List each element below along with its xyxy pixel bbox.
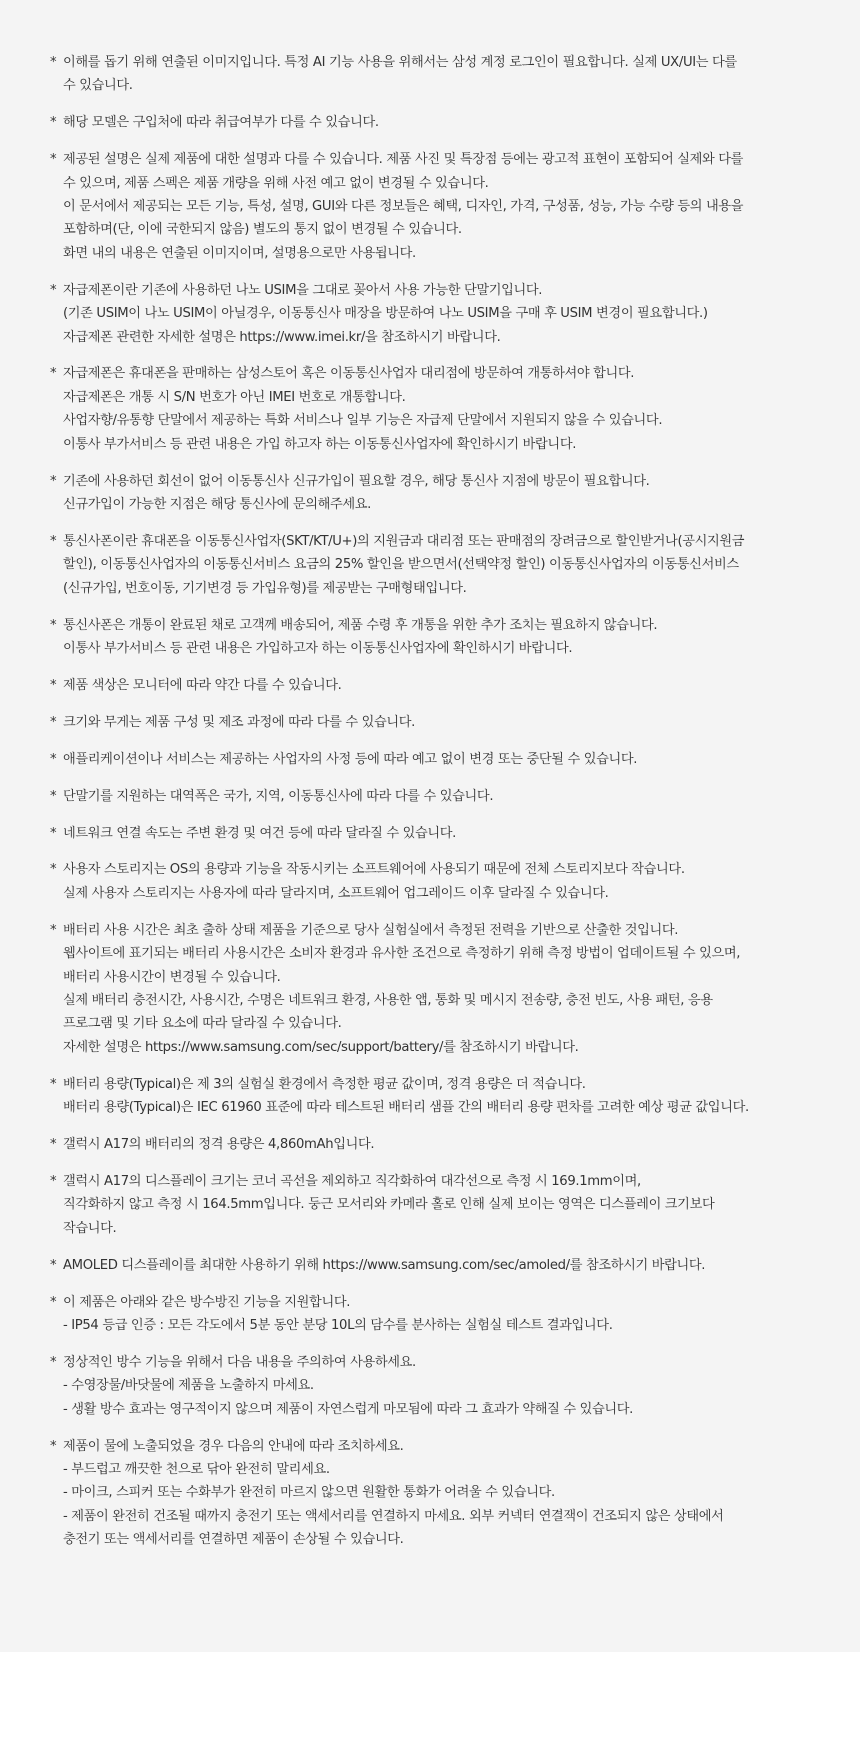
bullet-marker: *: [50, 1257, 57, 1273]
disclaimer-text-line: - 생활 방수 효과는 영구적이지 않으며 제품이 자연스럽게 마모됨에 따라 그 효과가 약해질 수 있습니다.: [63, 1401, 633, 1417]
disclaimer-text-line: 이해를 돕기 위해 연출된 이미지입니다. 특정 AI 기능 사용을 위해서는 삼성 계정 로그인이 필요합니다. 실제 UX/UI는 다를: [63, 55, 737, 70]
disclaimer-text-line: 배터리 용량(Typical)은 IEC 61960 표준에 따라 테스트된 배터리 샘플 간의 배터리 용량 편차를 고려한 예상 평균 값입니다.: [63, 1100, 749, 1116]
disclaimer-item: [50, 614, 820, 661]
disclaimer-text-line: 제공된 설명은 실제 제품에 대한 설명과 다를 수 있습니다. 제품 사진 및 특장점 등에는 광고적 표현이 포함되어 실제와 다를: [63, 152, 744, 168]
disclaimer-item: [50, 1435, 820, 1552]
disclaimer-text-line: 프로그램 및 기타 요소에 따라 달라질 수 있습니다.: [63, 1016, 342, 1032]
disclaimer-text-line: 이 문서에서 제공되는 모든 기능, 특성, 설명, GUI와 다른 정보들은 혜택, 디자인, 가격, 구성품, 성능, 가능 수량 등의 내용을: [63, 199, 744, 215]
bullet-marker: *: [50, 55, 57, 70]
disclaimer-item: [50, 111, 820, 134]
bullet-marker: *: [50, 922, 57, 938]
bullet-marker: *: [50, 788, 57, 804]
disclaimer-item: [50, 1073, 820, 1120]
bullet-marker: *: [50, 152, 57, 168]
disclaimer-text-line: 사용자 스토리지는 OS의 용량과 기능을 작동시키는 소프트웨어에 사용되기 때문에 전체 스토리지보다 작습니다.: [63, 862, 685, 878]
disclaimer-text-line: 포함하며(단, 이에 국한되지 않음) 별도의 통지 없이 변경될 수 있습니다.: [63, 222, 462, 238]
disclaimer-text-line: 수 있습니다.: [63, 78, 133, 94]
disclaimer-item: [50, 785, 820, 808]
disclaimer-item: [50, 748, 820, 771]
disclaimer-item: [50, 1170, 820, 1240]
disclaimer-item: [50, 674, 820, 697]
disclaimer-text-line: 제품 색상은 모니터에 따라 약간 다를 수 있습니다.: [63, 677, 342, 693]
disclaimer-item: [50, 711, 820, 734]
disclaimer-text-line: 통신사폰은 개통이 완료된 채로 고객께 배송되어, 제품 수령 후 개통을 위한 추가 조치는 필요하지 않습니다.: [63, 617, 658, 633]
disclaimer-text-line: 배터리 용량(Typical)은 제 3의 실험실 환경에서 측정한 평균 값이며, 정격 용량은 더 적습니다.: [63, 1076, 586, 1092]
disclaimer-item: [50, 530, 820, 600]
disclaimer-text-line: 네트워크 연결 속도는 주변 환경 및 여건 등에 따라 달라질 수 있습니다.: [63, 825, 456, 841]
disclaimer-item: [50, 51, 820, 98]
disclaimer-text-line: 제품이 물에 노출되었을 경우 다음의 안내에 따라 조치하세요.: [63, 1438, 404, 1454]
disclaimer-text-line: (신규가입, 번호이동, 기기변경 등 가입유형)를 제공받는 구매형태입니다.: [63, 580, 467, 596]
bullet-marker: *: [50, 1438, 57, 1454]
disclaimer-text-line: - 수영장물/바닷물에 제품을 노출하지 마세요.: [63, 1378, 314, 1394]
disclaimer-item: [50, 919, 820, 1059]
disclaimer-text-line: (기존 USIM이 나노 USIM이 아닐경우, 이동통신사 매장을 방문하여 나노 USIM을 구매 후 USIM 변경이 필요합니다.): [63, 306, 708, 322]
disclaimer-text-line: 단말기를 지원하는 대역폭은 국가, 지역, 이동통신사에 따라 다를 수 있습니다.: [63, 788, 494, 804]
disclaimer-text-line: 정상적인 방수 기능을 위해서 다음 내용을 주의하여 사용하세요.: [63, 1354, 416, 1370]
bullet-marker: *: [50, 1076, 57, 1092]
disclaimer-item: [50, 470, 820, 517]
disclaimer-text-line: AMOLED 디스플레이를 최대한 사용하기 위해 https://www.samsung.com/sec/amoled/를 참조하시기 바랍니다.: [63, 1257, 706, 1273]
disclaimer-item: [50, 362, 820, 456]
bullet-marker: *: [50, 751, 57, 767]
disclaimer-text-line: 통신사폰이란 휴대폰을 이동통신사업자(SKT/KT/U+)의 지원금과 대리점 또는 판매점의 장려금으로 할인받거나(공시지원금: [63, 533, 745, 549]
disclaimer-item: [50, 822, 820, 845]
bullet-marker: *: [50, 825, 57, 841]
disclaimer-text-line: 이통사 부가서비스 등 관련 내용은 가입 하고자 하는 이동통신사업자에 확인하시기 바랍니다.: [63, 436, 577, 452]
disclaimer-text-line: 화면 내의 내용은 연출된 이미지이며, 설명용으로만 사용됩니다.: [63, 245, 416, 261]
bullet-marker: *: [50, 533, 57, 549]
disclaimer-text-line: 자급제폰은 개통 시 S/N 번호가 아닌 IMEI 번호로 개통합니다.: [63, 389, 406, 405]
bullet-marker: *: [50, 1137, 57, 1153]
disclaimer-text-line: - 마이크, 스피커 또는 수화부가 완전히 마르지 않으면 원활한 통화가 어려울 수 있습니다.: [63, 1485, 555, 1501]
disclaimer-text-line: 작습니다.: [63, 1220, 117, 1236]
disclaimer-text-line: 크기와 무게는 제품 구성 및 제조 과정에 따라 다를 수 있습니다.: [63, 714, 415, 730]
disclaimer-text-line: 갤럭시 A17의 배터리의 정격 용량은 4,860mAh입니다.: [63, 1137, 375, 1153]
bullet-marker: *: [50, 115, 57, 131]
disclaimer-text-line: 애플리케이션이나 서비스는 제공하는 사업자의 사정 등에 따라 예고 없이 변경 또는 중단될 수 있습니다.: [63, 751, 638, 767]
bullet-marker: *: [50, 1173, 57, 1189]
disclaimer-text-line: 실제 배터리 충전시간, 사용시간, 수명은 네트워크 환경, 사용한 앱, 통화 및 메시지 전송량, 충전 빈도, 사용 패턴, 응용: [63, 993, 713, 1008]
disclaimer-text-line: - 부드럽고 깨끗한 천으로 닦아 완전히 말리세요.: [63, 1462, 330, 1477]
disclaimer-item: [50, 279, 820, 349]
disclaimer-text-line: 배터리 사용 시간은 최초 출하 상태 제품을 기준으로 당사 실험실에서 측정된 전력을 기반으로 산출한 것입니다.: [63, 922, 679, 938]
bullet-marker: *: [50, 1354, 57, 1370]
disclaimer-text-line: - IP54 등급 인증 : 모든 각도에서 5분 동안 분당 10L의 담수를 분사하는 실험실 테스트 결과입니다.: [63, 1317, 613, 1333]
disclaimer-item: [50, 1351, 820, 1421]
disclaimer-item: [50, 1254, 820, 1277]
disclaimer-text-line: 실제 사용자 스토리지는 사용자에 따라 달라지며, 소프트웨어 업그레이드 이후 달라질 수 있습니다.: [63, 885, 609, 901]
disclaimer-text-line: 자급제폰이란 기존에 사용하던 나노 USIM을 그대로 꽂아서 사용 가능한 단말기입니다.: [63, 282, 543, 298]
bullet-marker: *: [50, 862, 57, 878]
disclaimer-text-line: 할인), 이동통신사업자의 이동통신서비스 요금의 25% 할인을 받으면서(선택약정 할인) 이동통신사업자의 이동통신서비스: [63, 557, 739, 573]
disclaimer-text-line: 직각화하지 않고 측정 시 164.5mm입니다. 둥근 모서리와 카메라 홀로 인해 실제 보이는 영역은 디스플레이 크기보다: [63, 1197, 715, 1213]
disclaimer-text-line: - 제품이 완전히 건조될 때까지 충전기 또는 액세서리를 연결하지 마세요. 외부 커넥터 연결잭이 건조되지 않은 상태에서: [63, 1508, 724, 1524]
disclaimer-text-line: 이통사 부가서비스 등 관련 내용은 가입하고자 하는 이동통신사업자에 확인하시기 바랍니다.: [63, 641, 573, 657]
disclaimer-list: [50, 51, 820, 1552]
disclaimer-text-line: 이 제품은 아래와 같은 방수방진 기능을 지원합니다.: [63, 1294, 351, 1310]
disclaimer-text-line: 신규가입이 가능한 지점은 해당 통신사에 문의해주세요.: [63, 497, 371, 512]
disclaimer-item: [50, 148, 820, 265]
disclaimer-text-line: 배터리 사용시간이 변경될 수 있습니다.: [63, 969, 281, 985]
page-bottom-space: [0, 1652, 860, 1753]
disclaimer-text-line: 사업자향/유통향 단말에서 제공하는 특화 서비스나 일부 기능은 자급제 단말에서 지원되지 않을 수 있습니다.: [63, 413, 663, 429]
bullet-marker: *: [50, 366, 57, 382]
disclaimer-text-line: 자세한 설명은 https://www.samsung.com/sec/support/battery/를 참조하시기 바랍니다.: [63, 1039, 579, 1055]
disclaimer-text-line: 갤럭시 A17의 디스플레이 크기는 코너 곡선을 제외하고 직각화하여 대각선으로 측정 시 169.1mm이며,: [63, 1173, 641, 1189]
disclaimer-text-line: 자급제폰은 휴대폰을 판매하는 삼성스토어 혹은 이동통신사업자 대리점에 방문하여 개통하셔야 합니다.: [63, 366, 635, 382]
bullet-marker: *: [50, 473, 57, 489]
disclaimer-text-line: 자급제폰 관련한 자세한 설명은 https://www.imei.kr/을 참조하시기 바랍니다.: [63, 329, 501, 345]
disclaimer-text-line: 웹사이트에 표기되는 배터리 사용시간은 소비자 환경과 유사한 조건으로 측정하기 위해 측정 방법이 업데이트될 수 있으며,: [63, 946, 741, 962]
bullet-marker: *: [50, 1294, 57, 1310]
bullet-marker: *: [50, 714, 57, 730]
disclaimer-item: [50, 1291, 820, 1338]
disclaimer-text-line: 충전기 또는 액세서리를 연결하면 제품이 손상될 수 있습니다.: [63, 1532, 404, 1548]
disclaimer-text-line: 기존에 사용하던 회선이 없어 이동통신사 신규가입이 필요할 경우, 해당 통신사 지점에 방문이 필요합니다.: [63, 473, 650, 489]
disclaimer-item: [50, 858, 820, 905]
bullet-marker: *: [50, 677, 57, 693]
bullet-marker: *: [50, 617, 57, 633]
disclaimer-text-line: 수 있으며, 제품 스펙은 제품 개량을 위해 사전 예고 없이 변경될 수 있습니다.: [63, 175, 489, 191]
disclaimer-text-line: 해당 모델은 구입처에 따라 취급여부가 다를 수 있습니다.: [63, 115, 379, 131]
bullet-marker: *: [50, 282, 57, 298]
disclaimer-item: [50, 1133, 820, 1156]
